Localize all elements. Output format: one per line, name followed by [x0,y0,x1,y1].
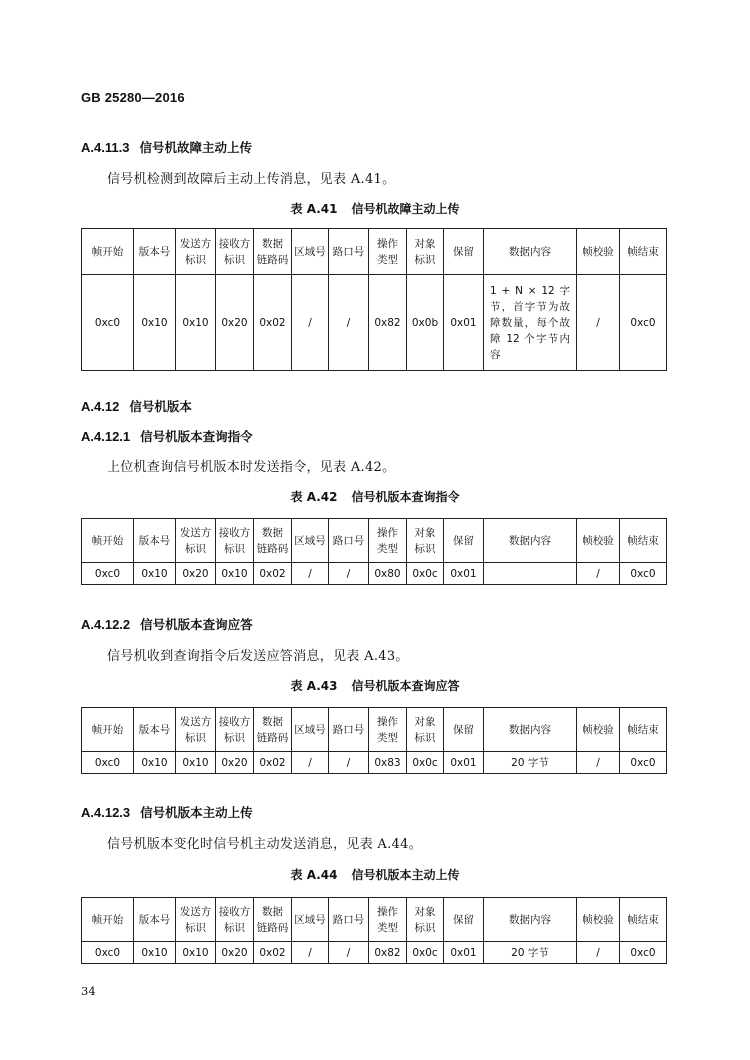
section-title: 信号机版本查询指令 [140,429,253,444]
header-cell: 数据 链路码 [254,519,292,563]
table-cell: 0x02 [254,275,292,371]
table-a41 [81,228,667,371]
header-cell: 接收方 标识 [216,708,254,752]
table-cell: 0xc0 [82,563,134,585]
table-number: 表 A.43 [290,679,338,693]
table-cell [484,563,577,585]
page-number: 34 [81,984,96,998]
header-cell: 对象 标识 [407,898,444,942]
table-cell: 0x82 [369,275,407,371]
header-cell: 保留 [444,898,484,942]
table-header-row [82,229,667,275]
section-number: A.4.12.2 [81,617,131,632]
table-a44 [81,897,667,964]
table-cell: / [292,563,329,585]
paragraph: 信号机收到查询指令后发送应答消息，见表 A.43。 [107,649,409,664]
header-cell: 区域号 [292,229,329,275]
table-a42 [81,518,667,585]
table-cell: 0x01 [444,275,484,371]
header-cell: 帧校验 [577,898,620,942]
paragraph: 信号机版本变化时信号机主动发送消息，见表 A.44。 [107,837,422,852]
table-cell: / [577,752,620,774]
header-cell: 版本号 [134,898,176,942]
table-cell: 0xc0 [82,942,134,964]
header-cell: 帧开始 [82,519,134,563]
header-cell: 帧校验 [577,519,620,563]
header-cell: 对象 标识 [407,519,444,563]
section-title: 信号机版本 [129,399,192,414]
table-cell: 0x02 [254,942,292,964]
table-cell: / [577,275,620,371]
header-cell: 接收方 标识 [216,519,254,563]
table-a43 [81,707,667,774]
section-heading [81,397,192,415]
section-number: A.4.12.3 [81,805,131,820]
table-cell: 0x0b [407,275,444,371]
table-cell: 0x10 [176,942,216,964]
table-cell: 0xc0 [620,942,667,964]
table-cell: 0x20 [216,942,254,964]
section-heading [81,138,252,156]
table-title: 信号机版本查询指令 [351,490,460,504]
header-cell: 操作 类型 [369,519,407,563]
table-cell: 0x02 [254,563,292,585]
table-cell: 0x10 [216,563,254,585]
header-cell: 数据 链路码 [254,229,292,275]
header-cell: 操作 类型 [369,708,407,752]
header-cell: 帧结束 [620,519,667,563]
header-cell: 操作 类型 [369,898,407,942]
header-cell: 对象 标识 [407,708,444,752]
header-cell: 区域号 [292,898,329,942]
table-caption [0,866,750,883]
table-row [82,563,667,585]
table-number: 表 A.44 [290,868,338,882]
section-number: A.4.12 [81,399,120,414]
header-cell: 数据内容 [484,708,577,752]
header-cell: 数据内容 [484,519,577,563]
table-cell: 0x82 [369,942,407,964]
table-cell: 0x83 [369,752,407,774]
table-cell: 0x10 [176,275,216,371]
table-cell: / [292,942,329,964]
table-cell: 0x10 [176,752,216,774]
table-cell: 0x80 [369,563,407,585]
section-heading [81,803,253,821]
section-title: 信号机版本查询应答 [140,617,253,632]
table-row [82,942,667,964]
table-cell: 20 字节 [484,942,577,964]
header-cell: 保留 [444,519,484,563]
table-header-row [82,708,667,752]
table-number: 表 A.41 [290,202,338,216]
header-cell: 数据内容 [484,229,577,275]
section-number: A.4.11.3 [81,140,130,155]
table-title: 信号机版本查询应答 [351,679,460,693]
header-cell: 版本号 [134,708,176,752]
header-cell: 发送方 标识 [176,519,216,563]
data-content-text: 1 + N × 12 字节，首字节为故障数量，每个故障 12 个字节内容 [490,284,570,361]
header-cell: 发送方 标识 [176,708,216,752]
header-cell: 操作 类型 [369,229,407,275]
table-header-row [82,898,667,942]
header-cell: 保留 [444,708,484,752]
header-cell: 帧开始 [82,708,134,752]
header-cell: 数据 链路码 [254,708,292,752]
table-cell [484,275,577,371]
paragraph: 上位机查询信号机版本时发送指令，见表 A.42。 [107,460,396,475]
table-cell: 0x01 [444,942,484,964]
table-cell: / [292,275,329,371]
paragraph: 信号机检测到故障后主动上传消息，见表 A.41。 [107,172,396,187]
table-cell: 0x0c [407,563,444,585]
table-cell: 0xc0 [620,275,667,371]
table-cell: 20 字节 [484,752,577,774]
table-cell: 0x10 [134,752,176,774]
table-caption [0,677,750,694]
header-cell: 帧校验 [577,708,620,752]
header-cell: 路口号 [329,708,369,752]
header-cell: 数据内容 [484,898,577,942]
table-cell: / [329,275,369,371]
table-cell: 0x20 [216,752,254,774]
table-cell: / [329,563,369,585]
header-cell: 帧结束 [620,898,667,942]
header-cell: 路口号 [329,229,369,275]
header-cell: 区域号 [292,708,329,752]
header-cell: 版本号 [134,519,176,563]
table-cell: 0x20 [176,563,216,585]
header-cell: 路口号 [329,898,369,942]
header-cell: 帧开始 [82,229,134,275]
header-cell: 发送方 标识 [176,229,216,275]
table-caption [0,488,750,505]
header-cell: 区域号 [292,519,329,563]
section-title: 信号机版本主动上传 [140,805,253,820]
header-cell: 接收方 标识 [216,229,254,275]
header-cell: 发送方 标识 [176,898,216,942]
table-cell: 0x0c [407,942,444,964]
table-cell: 0x10 [134,563,176,585]
header-cell: 对象 标识 [407,229,444,275]
table-header-row [82,519,667,563]
table-row [82,275,667,371]
table-cell: 0xc0 [620,752,667,774]
header-cell: 保留 [444,229,484,275]
table-number: 表 A.42 [290,490,338,504]
section-heading [81,427,253,445]
table-cell: 0x01 [444,752,484,774]
header-cell: 接收方 标识 [216,898,254,942]
header-cell: 路口号 [329,519,369,563]
table-cell: / [577,942,620,964]
table-cell: 0x0c [407,752,444,774]
table-cell: 0x20 [216,275,254,371]
section-title: 信号机故障主动上传 [139,140,252,155]
table-cell: / [329,752,369,774]
table-title: 信号机故障主动上传 [351,202,460,216]
table-title: 信号机版本主动上传 [351,868,460,882]
header-cell: 版本号 [134,229,176,275]
header-cell: 帧结束 [620,229,667,275]
table-caption [0,200,750,217]
header-cell: 帧校验 [577,229,620,275]
header-cell: 帧结束 [620,708,667,752]
table-cell: 0x02 [254,752,292,774]
table-cell: / [329,942,369,964]
header-cell: 帧开始 [82,898,134,942]
section-number: A.4.12.1 [81,429,131,444]
table-row [82,752,667,774]
section-heading [81,615,253,633]
table-cell: 0xc0 [82,275,134,371]
table-cell: 0x10 [134,275,176,371]
table-cell: / [292,752,329,774]
table-cell: 0x01 [444,563,484,585]
header-cell: 数据 链路码 [254,898,292,942]
table-cell: 0x10 [134,942,176,964]
standard-number: GB 25280—2016 [81,90,185,105]
table-cell: 0xc0 [620,563,667,585]
table-cell: / [577,563,620,585]
table-cell: 0xc0 [82,752,134,774]
